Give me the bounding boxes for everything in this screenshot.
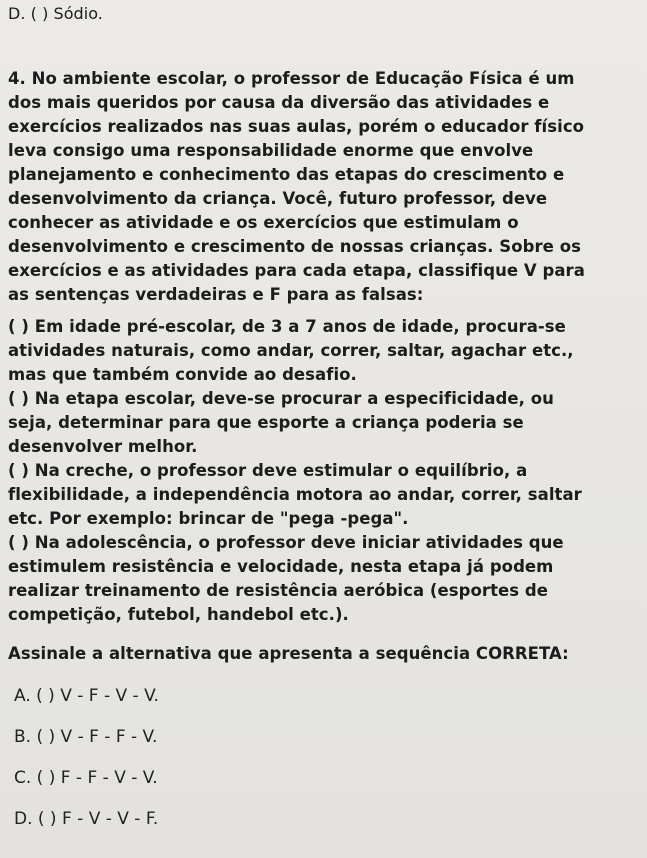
- question-line-5: planejamento e conhecimento das etapas do crescimento e: [8, 165, 565, 184]
- statement-1-line-2: atividades naturais, como andar, correr, saltar, agachar etc.,: [8, 341, 574, 360]
- question-line-8: desenvolvimento e crescimento de nossas crianças. Sobre os: [8, 237, 581, 256]
- question-line-1: 4. No ambiente escolar, o professor de Educação Física é um: [8, 69, 575, 88]
- option-d-previous: D. ( ) Sódio.: [8, 4, 103, 23]
- statement-4-line-1: ( ) Na adolescência, o professor deve iniciar atividades que: [8, 533, 564, 552]
- question-line-7: conhecer as atividade e os exercícios que estimulam o: [8, 213, 519, 232]
- option-c: C. ( ) F - F - V - V.: [14, 768, 158, 788]
- statement-1-line-3: mas que também convide ao desafio.: [8, 365, 357, 384]
- statement-4-line-4: competição, futebol, handebol etc.).: [8, 605, 349, 624]
- statement-3-line-2: flexibilidade, a independência motora ao andar, correr, saltar: [8, 485, 582, 504]
- question-line-10: as sentenças verdadeiras e F para as falsas:: [8, 285, 424, 304]
- question-line-2: dos mais queridos por causa da diversão das atividades e: [8, 93, 550, 112]
- option-b: B. ( ) V - F - F - V.: [14, 727, 158, 747]
- statement-1-line-1: ( ) Em idade pré-escolar, de 3 a 7 anos de idade, procura-se: [8, 317, 566, 336]
- statement-4-line-3: realizar treinamento de resistência aeróbica (esportes de: [8, 581, 549, 600]
- question-line-4: leva consigo uma responsabilidade enorme que envolve: [8, 141, 534, 160]
- question-line-3: exercícios realizados nas suas aulas, porém o educador físico: [8, 117, 585, 136]
- question-line-9: exercícios e as atividades para cada etapa, classifique V para: [8, 261, 585, 280]
- statement-2-line-1: ( ) Na etapa escolar, deve-se procurar a especificidade, ou: [8, 389, 554, 408]
- statement-3-line-1: ( ) Na creche, o professor deve estimular o equilíbrio, a: [8, 461, 528, 480]
- statement-3-line-3: etc. Por exemplo: brincar de "pega -pega".: [8, 509, 409, 528]
- question-line-6: desenvolvimento da criança. Você, futuro professor, deve: [8, 189, 548, 208]
- statement-2-line-3: desenvolver melhor.: [8, 437, 198, 456]
- option-d: D. ( ) F - V - V - F.: [14, 809, 159, 829]
- statement-4-line-2: estimulem resistência e velocidade, nesta etapa já podem: [8, 557, 554, 576]
- statement-2-line-2: seja, determinar para que esporte a criança poderia se: [8, 413, 524, 432]
- option-a: A. ( ) V - F - V - V.: [14, 686, 159, 706]
- answer-prompt: Assinale a alternativa que apresenta a sequência CORRETA:: [8, 644, 569, 663]
